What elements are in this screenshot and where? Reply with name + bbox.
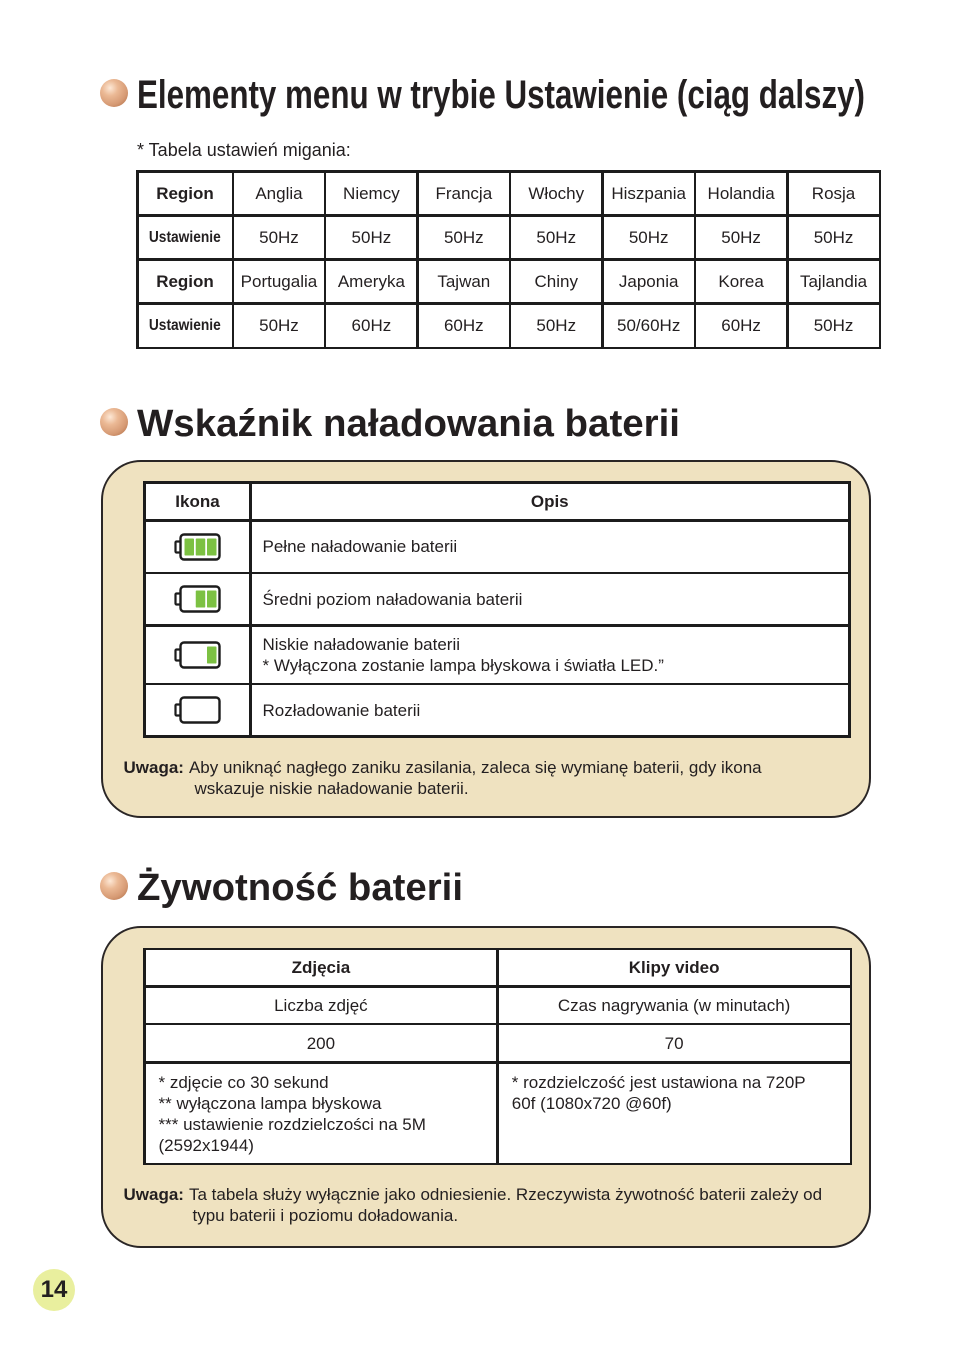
flicker-cell: 50Hz [234,217,324,259]
flicker-row-label [139,217,232,259]
flicker-cell: Japonia [604,261,694,303]
section-title-settings-text: Elementy menu w trybie Ustawienie (ciąg dalszy) [137,73,865,117]
battery-life-note-line: *** ustawienie rozdzielczości na 5M [158,1114,426,1134]
flicker-cell: Hiszpania [604,173,694,215]
flicker-cell: Korea [696,261,786,303]
battery-description-cell [252,685,849,735]
flicker-cell: Tajwan [419,261,509,303]
battery-description-line: * Wyłączona zostanie lampa błyskowa i światła LED.” [262,655,664,675]
battery-life-notes-photos [146,1064,497,1163]
flicker-table [136,170,881,349]
battery-table-header-description: Opis [252,484,849,519]
flicker-row-label-text: Ustawienie [149,228,221,246]
note-text: wskazuje niskie naładowanie baterii. [194,779,469,798]
battery-bar [184,538,194,555]
battery-life-header-video: Klipy video [499,950,850,985]
battery-full-icon [174,532,222,562]
flicker-cell: 60Hz [326,305,416,347]
battery-indicator-table [143,481,851,738]
battery-icon-cell [146,685,249,735]
note-label: Uwaga: [123,758,184,777]
flicker-cell: Niemcy [326,173,416,215]
battery-description-line: Niskie naładowanie baterii [262,634,461,654]
battery-life-note-line: (2592x1944) [158,1135,254,1155]
flicker-cell: Ameryka [326,261,416,303]
battery-empty-icon [174,695,222,725]
flicker-cell: 50Hz [789,217,879,259]
flicker-cell: 50Hz [604,217,694,259]
note-line [124,1205,823,1226]
flicker-row-label: Region [139,173,232,215]
flicker-row-label-text: Ustawienie [149,317,221,335]
battery-indicator-panel [101,460,871,818]
battery-bar [207,591,217,608]
flicker-cell: Francja [419,173,509,215]
battery-table-header-icon: Ikona [146,484,249,519]
section-title-battery-life-text: Żywotność baterii [137,867,463,909]
flicker-cell: Chiny [511,261,601,303]
flicker-row-label: Region [139,261,232,303]
note-text: typu baterii i poziomu doładowania. [192,1206,459,1225]
section-bullet-icon [100,872,128,900]
section-title-battery-life [135,856,635,916]
battery-life-note [124,1184,823,1226]
battery-description-cell [252,627,849,683]
battery-medium-icon [174,584,222,614]
battery-life-panel [101,926,871,1248]
battery-life-note-line: ** wyłączona lampa błyskowa [158,1093,382,1113]
flicker-cell: 60Hz [419,305,509,347]
battery-body [180,698,219,723]
battery-life-value-video: 70 [499,1025,850,1061]
battery-life-note-line: * rozdzielczość jest ustawiona na 720P [511,1072,806,1092]
flicker-cell: Włochy [511,173,601,215]
flicker-cell: 60Hz [696,305,786,347]
battery-description-cell [252,522,849,572]
flicker-cell: 50Hz [419,217,509,259]
battery-description-line: Rozładowanie baterii [262,700,421,720]
note-text: Aby uniknąć nagłego zaniku zasilania, zaleca się wymianę baterii, gdy ikona [188,758,762,777]
battery-description-line: Pełne naładowanie baterii [262,537,458,556]
flicker-table-caption: * Tabela ustawień migania: [137,140,351,160]
note-label: Uwaga: [123,1185,184,1204]
battery-life-value-photos: 200 [146,1025,497,1061]
note-line [124,778,762,799]
battery-bar [207,646,217,663]
battery-life-table [143,948,852,1166]
battery-life-notes-video [499,1064,850,1163]
note-line [124,757,762,778]
flicker-cell: 50Hz [511,217,601,259]
battery-life-header-photos: Zdjęcia [146,950,497,985]
section-bullet-icon [100,79,128,107]
battery-description-line: Średni poziom naładowania baterii [262,589,523,609]
flicker-cell: Tajlandia [789,261,879,303]
section-title-battery-indicator-text: Wskaźnik naładowania baterii [137,403,680,445]
battery-icon-cell [146,574,249,624]
flicker-cell: 50Hz [234,305,324,347]
flicker-row-label [139,305,232,347]
battery-life-note-line: 60f (1080x720 @60f) [511,1093,672,1113]
battery-low-icon [174,640,222,670]
battery-bar [195,538,205,555]
battery-description-cell [252,574,849,624]
page-number-badge [33,1269,75,1311]
battery-icon-cell [146,627,249,683]
flicker-cell: 50Hz [789,305,879,347]
battery-life-measure-photos: Liczba zdjęć [146,988,497,1023]
section-title-battery-indicator [135,392,835,452]
flicker-cell: Rosja [789,173,879,215]
note-line [124,1184,823,1205]
battery-life-measure-video: Czas nagrywania (w minutach) [499,988,850,1023]
flicker-cell: 50/60Hz [604,305,694,347]
flicker-cell: Portugalia [234,261,324,303]
battery-icon-cell [146,522,249,572]
flicker-cell: 50Hz [511,305,601,347]
flicker-cell: 50Hz [696,217,786,259]
flicker-cell: 50Hz [326,217,416,259]
battery-bar [207,538,217,555]
page-number: 14 [40,1276,68,1303]
battery-indicator-note [124,757,762,799]
flicker-cell: Anglia [234,173,324,215]
battery-life-note-line: * zdjęcie co 30 sekund [158,1072,329,1092]
note-text: Ta tabela służy wyłącznie jako odniesienie. Rzeczywista żywotność baterii zależy od [188,1185,823,1204]
flicker-cell: Holandia [696,173,786,215]
section-bullet-icon [100,408,128,436]
battery-bar [195,591,205,608]
section-title-settings [135,66,905,126]
